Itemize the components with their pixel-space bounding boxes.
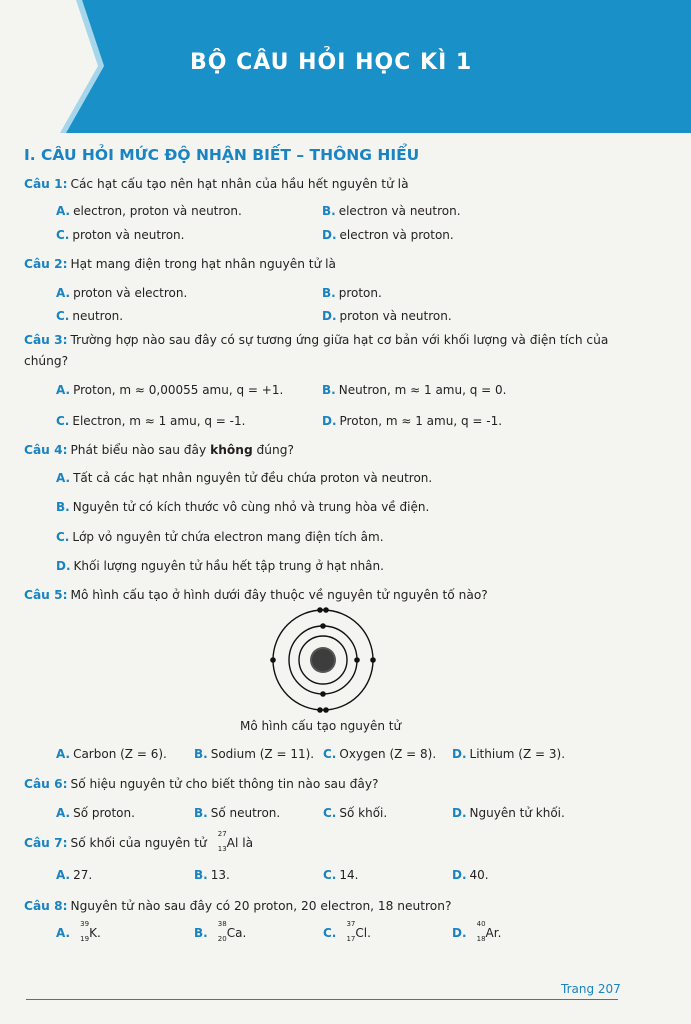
question-label: Câu 6: bbox=[24, 777, 68, 791]
electron bbox=[320, 623, 326, 629]
q6-option-c[interactable]: C. Số khối. bbox=[323, 806, 388, 820]
section-title: I. CÂU HỎI MỨC ĐỘ NHẬN BIẾT – THÔNG HIỂU bbox=[24, 146, 420, 164]
question-label: Câu 3: bbox=[24, 333, 68, 347]
q1-option-a[interactable]: A. electron, proton và neutron. bbox=[56, 204, 242, 218]
q8-option-b[interactable]: B. 38 20 Ca. bbox=[194, 919, 247, 943]
atom-model-figure bbox=[262, 605, 386, 717]
electron bbox=[317, 707, 323, 713]
question-label: Câu 5: bbox=[24, 588, 68, 602]
question-3 bbox=[24, 330, 624, 372]
figure-caption: Mô hình cấu tạo nguyên tử bbox=[240, 719, 402, 733]
nuclide-notation: 37 17 bbox=[346, 919, 356, 943]
q6-option-b[interactable]: B. Số neutron. bbox=[194, 806, 281, 820]
q4-option-d[interactable]: D. Khối lượng nguyên tử hầu hết tập trung ở hạt nhân. bbox=[56, 559, 384, 573]
q6-option-a[interactable]: A. Số proton. bbox=[56, 806, 135, 820]
q7-option-d[interactable]: D. 40. bbox=[452, 868, 489, 882]
electron bbox=[323, 707, 329, 713]
question-text: Các hạt cấu tạo nên hạt nhân của hầu hết nguyên tử là bbox=[70, 177, 409, 191]
question-7: Câu 7: Số khối của nguyên tử 27 13 Al là bbox=[24, 829, 254, 853]
q7-option-b[interactable]: B. 13. bbox=[194, 868, 230, 882]
electron bbox=[370, 657, 376, 663]
question-label: Câu 4: bbox=[24, 443, 68, 457]
question-1 bbox=[24, 174, 624, 195]
emphasis-not: không bbox=[210, 443, 253, 457]
electron bbox=[323, 607, 329, 613]
electron bbox=[354, 657, 360, 663]
question-2 bbox=[24, 254, 624, 275]
q8-option-d[interactable]: D. 40 18 Ar. bbox=[452, 919, 502, 943]
q5-option-c[interactable]: C. Oxygen (Z = 8). bbox=[323, 747, 437, 761]
q5-option-b[interactable]: B. Sodium (Z = 11). bbox=[194, 747, 315, 761]
q3-option-a[interactable]: A. Proton, m ≈ 0,00055 amu, q = +1. bbox=[56, 383, 284, 397]
question-8 bbox=[24, 896, 624, 917]
electron bbox=[320, 691, 326, 697]
electron bbox=[317, 607, 323, 613]
question-5 bbox=[24, 585, 624, 606]
nuclide-notation: 38 20 bbox=[217, 919, 227, 943]
question-4: Câu 4: Phát biểu nào sau đây không đúng? bbox=[24, 443, 294, 457]
q4-option-a[interactable]: A. Tất cả các hạt nhân nguyên tử đều chứa proton và neutron. bbox=[56, 471, 433, 485]
q6-option-d[interactable]: D. Nguyên tử khối. bbox=[452, 806, 565, 820]
q3-option-d[interactable]: D. Proton, m ≈ 1 amu, q = -1. bbox=[322, 414, 503, 428]
q4-option-b[interactable]: B. Nguyên tử có kích thước vô cùng nhỏ và trung hòa về điện. bbox=[56, 500, 430, 514]
q1-option-d[interactable]: D. electron và proton. bbox=[322, 228, 454, 242]
q4-option-c[interactable]: C. Lớp vỏ nguyên tử chứa electron mang điện tích âm. bbox=[56, 530, 384, 544]
q2-option-d[interactable]: D. proton và neutron. bbox=[322, 309, 452, 323]
q1-option-c[interactable]: C. proton và neutron. bbox=[56, 228, 185, 242]
question-text: Số hiệu nguyên tử cho biết thông tin nào sau đây? bbox=[70, 777, 379, 791]
question-text: Hạt mang điện trong hạt nhân nguyên tử là bbox=[70, 257, 337, 271]
electron bbox=[270, 657, 276, 663]
q7-option-c[interactable]: C. 14. bbox=[323, 868, 359, 882]
question-label: Câu 2: bbox=[24, 257, 68, 271]
q3-option-b[interactable]: B. Neutron, m ≈ 1 amu, q = 0. bbox=[322, 383, 507, 397]
q2-option-a[interactable]: A. proton và electron. bbox=[56, 286, 188, 300]
nuclide-notation: 39 19 bbox=[80, 919, 90, 943]
question-label: Câu 8: bbox=[24, 899, 68, 913]
page-title: BỘ CÂU HỎI HỌC KÌ 1 bbox=[190, 50, 473, 75]
q1-option-b[interactable]: B. electron và neutron. bbox=[322, 204, 461, 218]
question-text: Nguyên tử nào sau đây có 20 proton, 20 electron, 18 neutron? bbox=[70, 899, 452, 913]
q3-option-c[interactable]: C. Electron, m ≈ 1 amu, q = -1. bbox=[56, 414, 246, 428]
q5-option-a[interactable]: A. Carbon (Z = 6). bbox=[56, 747, 167, 761]
header-banner bbox=[0, 0, 691, 133]
q2-option-c[interactable]: C. neutron. bbox=[56, 309, 124, 323]
nuclide-notation: 40 18 bbox=[476, 919, 486, 943]
nucleus-core bbox=[312, 649, 334, 671]
page-number: Trang 207 bbox=[561, 982, 621, 996]
question-label: Câu 7: bbox=[24, 836, 68, 850]
q8-option-c[interactable]: C. 37 17 Cl. bbox=[323, 919, 371, 943]
q8-option-a[interactable]: A. 39 19 K. bbox=[56, 919, 101, 943]
q7-option-a[interactable]: A. 27. bbox=[56, 868, 93, 882]
nuclide-notation: 27 13 bbox=[217, 829, 227, 853]
q2-option-b[interactable]: B. proton. bbox=[322, 286, 382, 300]
q5-option-d[interactable]: D. Lithium (Z = 3). bbox=[452, 747, 566, 761]
question-label: Câu 1: bbox=[24, 177, 68, 191]
footer-divider bbox=[26, 999, 618, 1000]
question-text: Mô hình cấu tạo ở hình dưới đây thuộc về nguyên tử nguyên tố nào? bbox=[70, 588, 488, 602]
question-6 bbox=[24, 774, 624, 795]
question-text: Trường hợp nào sau đây có sự tương ứng giữa hạt cơ bản với khối lượng và điện tích của chúng? bbox=[24, 333, 609, 368]
